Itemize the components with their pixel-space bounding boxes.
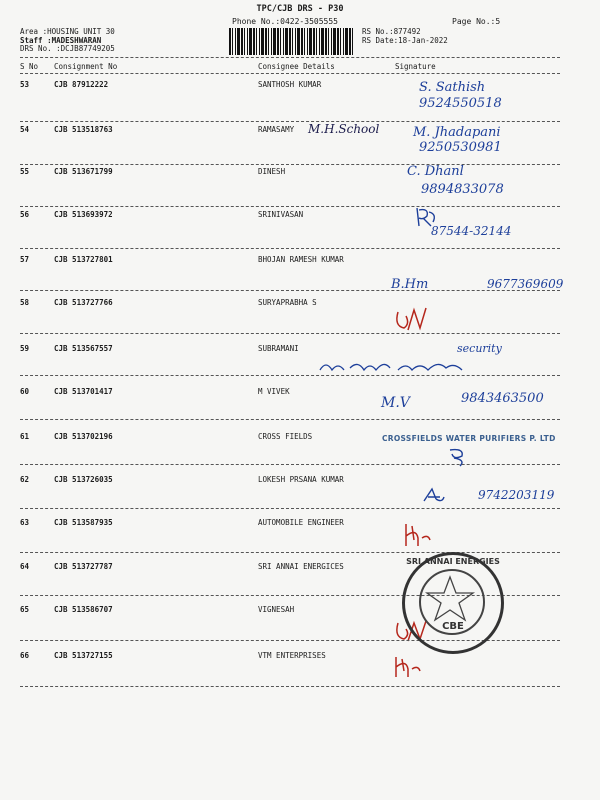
divider bbox=[20, 686, 560, 687]
signature-scribble bbox=[392, 304, 432, 334]
row-sno: 66 bbox=[20, 651, 30, 660]
area-label: Area :HOUSING UNIT 30 bbox=[20, 27, 115, 36]
rs-info bbox=[362, 28, 448, 45]
row-consignment: CJB 513693972 bbox=[54, 210, 113, 219]
handwritten-phone: 9894833078 bbox=[421, 182, 504, 197]
handwritten-signature: B.Hm bbox=[391, 277, 429, 292]
table-row bbox=[0, 255, 600, 298]
row-consignment: CJB 513586707 bbox=[54, 605, 113, 614]
staff-label: Staff :MADESHWARAN bbox=[20, 35, 102, 45]
barcode bbox=[229, 28, 355, 55]
handwritten-phone: 9250530981 bbox=[419, 140, 502, 155]
divider bbox=[20, 333, 560, 334]
signature-area bbox=[395, 210, 600, 252]
signature-area bbox=[395, 125, 600, 167]
handwritten-phone: 9742203119 bbox=[478, 488, 555, 502]
signature-area bbox=[395, 164, 600, 209]
row-consignment: CJB 513701417 bbox=[54, 387, 113, 396]
row-consignee: VIGNESAH bbox=[258, 605, 295, 614]
header-info bbox=[20, 28, 115, 54]
table-row bbox=[0, 518, 600, 561]
row-consignee: CROSS FIELDS bbox=[258, 432, 313, 441]
row-sno: 56 bbox=[20, 210, 30, 219]
divider bbox=[20, 375, 560, 376]
divider bbox=[20, 508, 560, 509]
row-consignment: CJB 513727801 bbox=[54, 255, 113, 264]
row-consignee: SANTHOSH KUMAR bbox=[258, 80, 322, 89]
col-sno: S No bbox=[20, 62, 39, 71]
col-signature: Signature bbox=[395, 62, 436, 71]
phone-number: Phone No.:0422-3505555 bbox=[232, 17, 338, 26]
row-consignee: M VIVEK bbox=[258, 387, 290, 396]
handwritten-note: M.H.School bbox=[308, 122, 380, 136]
row-consignee: RAMASAMY bbox=[258, 125, 295, 134]
handwritten-name: S. Sathish bbox=[419, 80, 486, 95]
row-consignee: SRI ANNAI ENERGICES bbox=[258, 562, 344, 571]
row-sno: 59 bbox=[20, 344, 30, 353]
drs-number: DRS No. :DCJB87749205 bbox=[20, 44, 115, 53]
divider bbox=[20, 290, 560, 291]
row-sno: 64 bbox=[20, 562, 30, 571]
handwritten-phone: 9677369609 bbox=[487, 277, 564, 291]
handwritten-name: C. Dhanl bbox=[407, 164, 464, 179]
col-consignment: Consignment No bbox=[54, 62, 118, 71]
divider bbox=[20, 552, 560, 553]
row-consignee: BHOJAN RAMESH KUMAR bbox=[258, 255, 344, 264]
row-sno: 53 bbox=[20, 80, 30, 89]
handwritten-note: security bbox=[457, 342, 502, 355]
row-sno: 63 bbox=[20, 518, 30, 527]
signature-area bbox=[381, 387, 600, 429]
row-consignment: CJB 513671799 bbox=[54, 167, 113, 176]
table-row bbox=[0, 164, 600, 210]
table-row bbox=[0, 651, 600, 694]
row-consignment: CJB 513726035 bbox=[54, 475, 113, 484]
row-consignment: CJB 513727787 bbox=[54, 562, 113, 571]
divider bbox=[20, 73, 560, 74]
company-stamp-crossfields: CROSSFIELDS WATER PURIFIERS P. LTD bbox=[382, 434, 556, 443]
signature-scribble bbox=[400, 522, 432, 550]
row-sno: 61 bbox=[20, 432, 30, 441]
signature-scribble bbox=[390, 655, 422, 681]
handwritten-phone: 9524550518 bbox=[419, 96, 502, 111]
row-consignee: AUTOMOBILE ENGINEER bbox=[258, 518, 344, 527]
divider bbox=[20, 164, 560, 165]
table-row bbox=[0, 475, 600, 518]
row-consignment: CJB 87912222 bbox=[54, 80, 109, 89]
table-row bbox=[0, 344, 600, 387]
row-consignee: SURYAPRABHA S bbox=[258, 298, 317, 307]
divider bbox=[20, 121, 560, 122]
sheet-title: TPC/CJB DRS - P30 bbox=[256, 4, 344, 14]
row-consignment: CJB 513702196 bbox=[54, 432, 113, 441]
row-consignee: VTM ENTERPRISES bbox=[258, 651, 326, 660]
row-consignee: SRINIVASAN bbox=[258, 210, 304, 219]
table-row bbox=[0, 387, 600, 430]
row-sno: 55 bbox=[20, 167, 30, 176]
row-consignment: CJB 513727766 bbox=[54, 298, 113, 307]
row-consignment: CJB 513567557 bbox=[54, 344, 113, 353]
rs-number: RS No.:877492 bbox=[362, 27, 421, 36]
row-sno: 65 bbox=[20, 605, 30, 614]
table-row bbox=[0, 298, 600, 341]
row-sno: 58 bbox=[20, 298, 30, 307]
divider bbox=[20, 419, 560, 420]
col-consignee: Consignee Details bbox=[258, 62, 335, 71]
row-sno: 57 bbox=[20, 255, 30, 264]
rs-date: RS Date:18-Jan-2022 bbox=[362, 35, 448, 45]
row-sno: 62 bbox=[20, 475, 30, 484]
row-consignment: CJB 513518763 bbox=[54, 125, 113, 134]
page-number: Page No.:5 bbox=[452, 17, 501, 26]
row-sno: 54 bbox=[20, 125, 30, 134]
table-row bbox=[0, 210, 600, 253]
row-consignment: CJB 513587935 bbox=[54, 518, 113, 527]
row-consignee: DINESH bbox=[258, 167, 286, 176]
handwritten-name: M. Jhadapani bbox=[413, 125, 501, 140]
handwritten-phone: 87544-32144 bbox=[431, 224, 512, 238]
divider bbox=[20, 57, 560, 58]
signature-scribble bbox=[422, 487, 446, 505]
row-consignee: SUBRAMANI bbox=[258, 344, 299, 353]
signature-scribble bbox=[318, 358, 468, 376]
table-row bbox=[0, 122, 600, 168]
divider bbox=[20, 248, 560, 249]
seal-bottom-text: CBE bbox=[442, 621, 464, 632]
divider bbox=[20, 464, 560, 465]
table-row bbox=[0, 562, 600, 605]
handwritten-signature: M.V bbox=[381, 395, 410, 411]
signature-area bbox=[395, 80, 600, 122]
table-row bbox=[0, 605, 600, 648]
row-consignment: CJB 513727155 bbox=[54, 651, 113, 660]
handwritten-phone: 9843463500 bbox=[461, 391, 544, 406]
company-seal-sri-annai bbox=[402, 552, 504, 654]
row-sno: 60 bbox=[20, 387, 30, 396]
table-row bbox=[0, 80, 600, 123]
seal-top-text: SRI ANNAI ENERGIES bbox=[406, 557, 500, 566]
divider bbox=[20, 206, 560, 207]
row-consignee: LOKESH PRSANA KUMAR bbox=[258, 475, 344, 484]
